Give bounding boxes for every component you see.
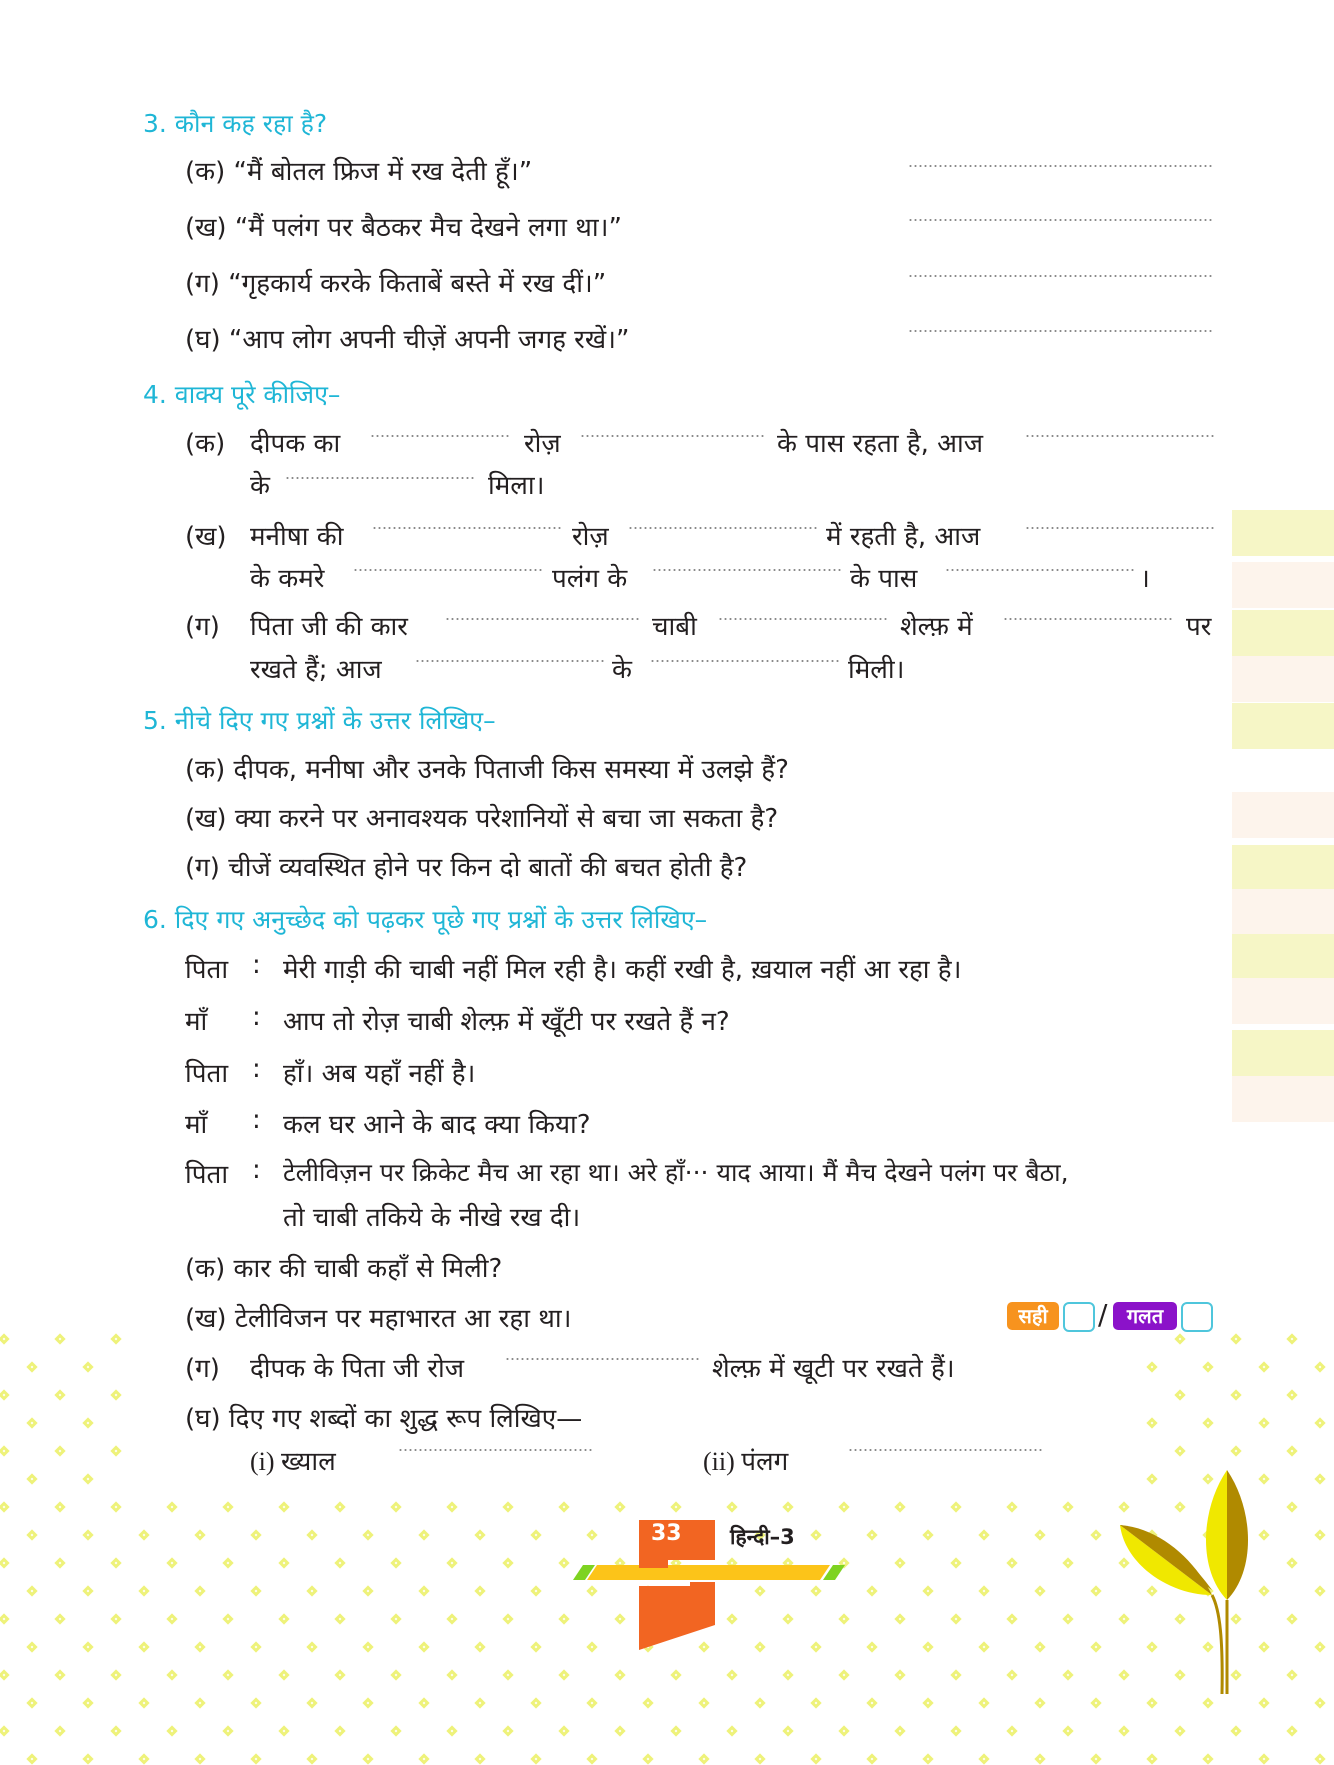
fill-blank[interactable]	[650, 660, 840, 662]
sentence-fragment: रखते हैं; आज	[250, 655, 382, 685]
item-text: “मैं बोतल फ्रिज में रख देती हूँ।”	[233, 157, 533, 187]
item-label: (ग)	[185, 853, 220, 883]
false-checkbox[interactable]	[1181, 1302, 1213, 1332]
dialogue-text: हाँ। अब यहाँ नहीं है।	[283, 1059, 476, 1089]
item-label: (ख)	[185, 213, 227, 243]
item-label: (घ)	[185, 325, 221, 355]
sentence-fragment: शेल्फ़ में	[900, 612, 973, 642]
sentence-fragment: मनीषा की	[250, 522, 344, 552]
sentence-fragment: के	[612, 655, 632, 685]
dialogue-text: मेरी गाड़ी की चाबी नहीं मिल रही है। कहीं रखी है, ख़याल नहीं आ रहा है।	[283, 955, 962, 985]
sentence-fragment: मिली।	[848, 655, 905, 685]
item-label: (ग)	[185, 612, 220, 642]
q3-item-kha	[185, 208, 622, 244]
page-number: 33	[651, 1521, 682, 1546]
fill-blank[interactable]	[445, 618, 640, 620]
sentence-fragment: दीपक का	[250, 429, 341, 459]
q5-item-kha	[185, 799, 778, 835]
item-text: दिए गए शब्दों का शुद्ध रूप लिखिए—	[228, 1404, 583, 1434]
leaf-decoration-icon	[1120, 1470, 1334, 1694]
fill-blank[interactable]	[718, 618, 888, 620]
answer-blank[interactable]	[908, 330, 1213, 332]
sentence-fragment: पर	[1186, 612, 1212, 642]
q3-heading: 3. कौन कह रहा है?	[143, 109, 328, 138]
false-label-badge: गलत	[1113, 1302, 1177, 1330]
sentence-fragment: के पास	[850, 564, 918, 594]
fill-blank[interactable]	[1003, 618, 1173, 620]
dialogue-text: आप तो रोज़ चाबी शेल्फ़ में खूँटी पर रखते हैं न?	[283, 1007, 730, 1037]
book-title: हिन्दी–3	[730, 1525, 795, 1549]
fill-blank[interactable]	[652, 569, 842, 571]
sentence-fragment: के कमरे	[250, 564, 325, 594]
fill-blank[interactable]	[945, 569, 1135, 571]
item-text: टेलीविजन पर महाभारत आ रहा था।	[234, 1304, 572, 1334]
item-text: कार की चाबी कहाँ से मिली?	[233, 1254, 503, 1284]
q6-item-kha	[185, 1299, 571, 1335]
sentence-fragment: मिला।	[488, 471, 545, 501]
sentence-fragment: के पास रहता है, आज	[777, 429, 984, 459]
sentence-fragment: दीपक के पिता जी रोज	[250, 1354, 465, 1384]
q6-heading: 6. दिए गए अनुच्छेद को पढ़कर पूछे गए प्रश्नों के उत्तर लिखिए–	[143, 905, 708, 934]
answer-blank[interactable]	[908, 165, 1213, 167]
item-label: (क)	[185, 1254, 226, 1284]
speaker-colon: :	[252, 1002, 261, 1032]
q3-item-ka	[185, 152, 532, 188]
item-label: (ख)	[185, 522, 227, 552]
q4-heading: 4. वाक्य पूरे कीजिए–	[143, 380, 341, 409]
speaker-colon: :	[252, 1054, 261, 1084]
speaker-colon: :	[252, 1155, 261, 1185]
q6-item-gha	[185, 1399, 582, 1435]
item-label: (ग)	[185, 1354, 220, 1384]
dialogue-text: कल घर आने के बाद क्या किया?	[283, 1110, 591, 1140]
true-label-badge: सही	[1007, 1302, 1059, 1330]
fill-blank[interactable]	[285, 477, 475, 479]
sentence-fragment: रोज़	[524, 429, 561, 459]
item-text: चीजें व्यवस्थित होने पर किन दो बातों की बचत होती है?	[228, 853, 748, 883]
speaker-colon: :	[252, 1105, 261, 1135]
true-checkbox[interactable]	[1063, 1302, 1095, 1332]
q5-item-ka	[185, 750, 789, 786]
word-item: (ii) पंलग	[703, 1447, 789, 1476]
sentence-fragment: शेल्फ़ में खूटी पर रखते हैं।	[712, 1354, 955, 1384]
item-label: (ख)	[185, 1304, 227, 1334]
speaker-name: माँ	[185, 1007, 208, 1037]
fill-blank[interactable]	[505, 1358, 700, 1360]
q6-item-ka	[185, 1249, 502, 1285]
fill-blank[interactable]	[398, 1449, 593, 1451]
slash-separator: /	[1098, 1298, 1108, 1331]
speaker-name: पिता	[185, 955, 229, 985]
speaker-name: पिता	[185, 1059, 229, 1089]
q3-item-ga	[185, 264, 606, 300]
item-text: दीपक, मनीषा और उनके पिताजी किस समस्या में उलझे हैं?	[233, 755, 789, 785]
fill-blank[interactable]	[415, 660, 605, 662]
sentence-fragment: ।	[1140, 564, 1150, 594]
footer-shape-icon	[565, 1510, 855, 1660]
sentence-fragment: पिता जी की कार	[250, 612, 408, 642]
answer-blank[interactable]	[908, 275, 1213, 277]
answer-blank[interactable]	[908, 219, 1213, 221]
sentence-fragment: रोज़	[572, 522, 609, 552]
fill-blank[interactable]	[1025, 527, 1215, 529]
q3-item-gha	[185, 320, 629, 356]
fill-blank[interactable]	[848, 1449, 1043, 1451]
fill-blank[interactable]	[580, 435, 765, 437]
q5-item-ga	[185, 848, 747, 884]
item-label: (घ)	[185, 1404, 221, 1434]
sentence-fragment: पलंग के	[552, 564, 628, 594]
word-item: (i) ख्याल	[250, 1447, 336, 1476]
fill-blank[interactable]	[372, 527, 562, 529]
item-text: “मैं पलंग पर बैठकर मैच देखने लगा था।”	[234, 213, 622, 243]
item-label: (ख)	[185, 804, 227, 834]
speaker-colon: :	[252, 950, 261, 980]
dialogue-text: टेलीविज़न पर क्रिकेट मैच आ रहा था। अरे हाँ··· याद आया। मैं मैच देखने पलंग पर बैठा,	[283, 1158, 1069, 1187]
fill-blank[interactable]	[370, 435, 510, 437]
fill-blank[interactable]	[353, 569, 543, 571]
sentence-fragment: के	[250, 471, 270, 501]
speaker-name: माँ	[185, 1110, 208, 1140]
item-text: “आप लोग अपनी चीज़ें अपनी जगह रखें।”	[228, 325, 630, 355]
item-text: क्या करने पर अनावश्यक परेशानियों से बचा जा सकता है?	[234, 804, 779, 834]
dialogue-text: तो चाबी तकिये के नीखे रख दी।	[283, 1203, 581, 1233]
item-label: (क)	[185, 157, 226, 187]
item-label: (क)	[185, 755, 226, 785]
fill-blank[interactable]	[628, 527, 818, 529]
sentence-fragment: चाबी	[652, 612, 697, 642]
q5-heading: 5. नीचे दिए गए प्रश्नों के उत्तर लिखिए–	[143, 706, 496, 735]
item-label: (ग)	[185, 269, 220, 299]
speaker-name: पिता	[185, 1160, 229, 1190]
item-text: “गृहकार्य करके किताबें बस्ते में रख दीं।”	[228, 269, 607, 299]
sentence-fragment: में रहती है, आज	[826, 522, 981, 552]
item-label: (क)	[185, 429, 226, 459]
fill-blank[interactable]	[1025, 435, 1215, 437]
